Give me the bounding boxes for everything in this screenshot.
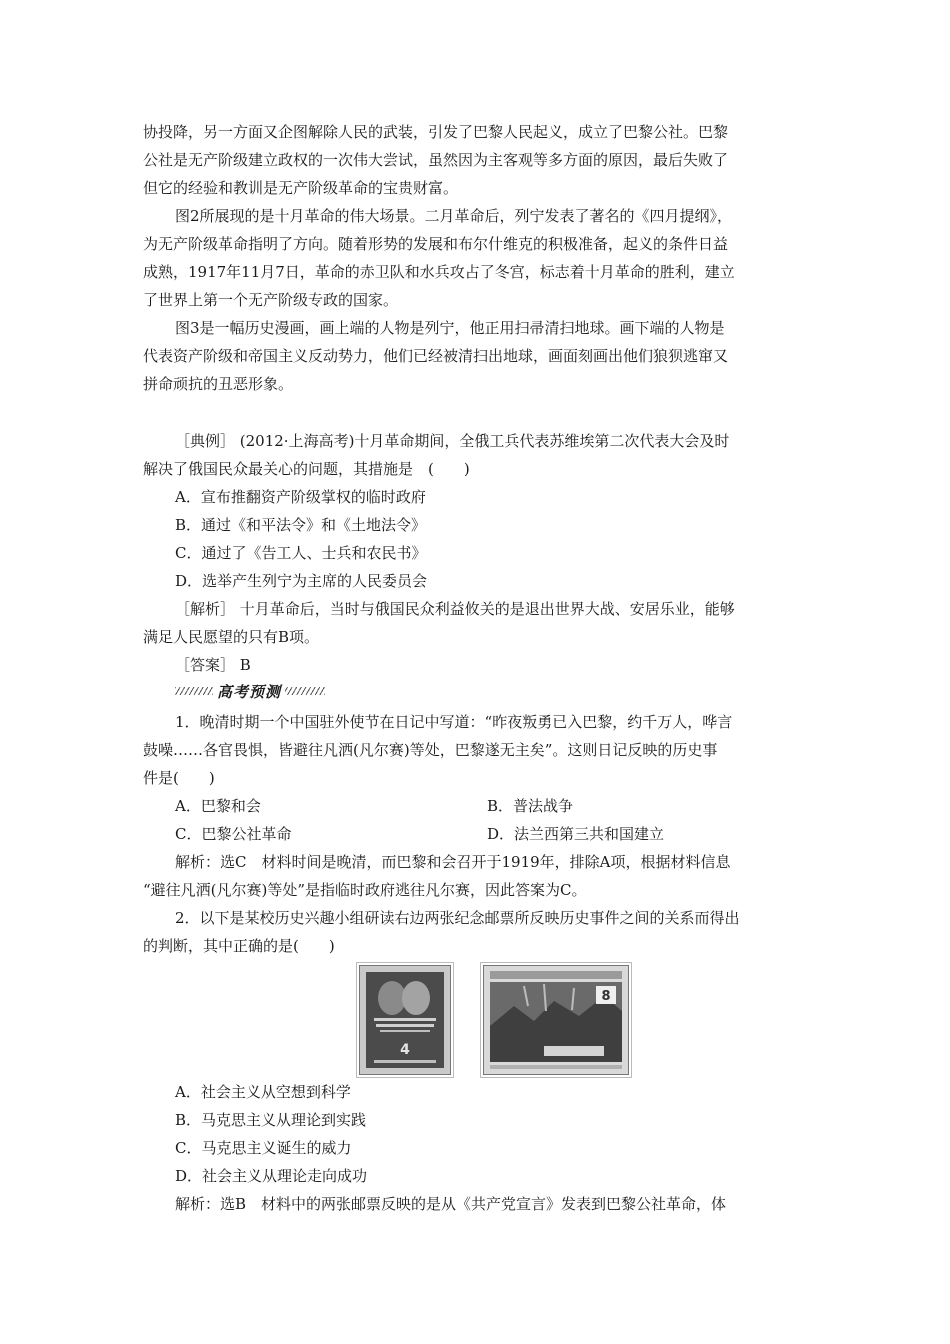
- example-question-line: 解决了俄国民众最关心的问题，其措施是 ( ): [143, 460, 470, 478]
- example-analysis-line: ［解析］ 十月革命后，当时与俄国民众利益攸关的是退出世界大战、安居乐业，能够: [175, 600, 735, 618]
- hatch-decoration: [175, 687, 213, 695]
- section-heading: [175, 681, 325, 701]
- paragraph-line: 代表资产阶级和帝国主义反动势力，他们已经被清扫出地球，画面刻画出他们狼狈逃窜又: [143, 347, 729, 365]
- paragraph-line: 为无产阶级革命指明了方向。随着形势的发展和布尔什维克的积极准备，起义的条件日益: [143, 235, 729, 253]
- paragraph-line: 了世界上第一个无产阶级专政的国家。: [143, 291, 399, 309]
- example-option-d: D．选举产生列宁为主席的人民委员会: [175, 572, 428, 590]
- paragraph-line: 成熟，1917年11月7日，革命的赤卫队和水兵攻占了冬宫，标志着十月革命的胜利，建立: [143, 263, 735, 281]
- q1-analysis-line: 解析：选C 材料时间是晚清，而巴黎和会召开于1919年，排除A项，根据材料信息: [175, 853, 731, 871]
- stamp-image-paris-commune: [483, 965, 629, 1075]
- question-line: 鼓噪……各官畏惧，皆避往凡洒(凡尔赛)等处，巴黎遂无主矣”。这则日记反映的历史事: [143, 741, 718, 759]
- q1-option-b: B．普法战争: [487, 797, 574, 815]
- paragraph-line: 但它的经验和教训是无产阶级革命的宝贵财富。: [143, 179, 459, 197]
- q2-option-b: B．马克思主义从理论到实践: [175, 1111, 367, 1129]
- paragraph-line: 公社是无产阶级建立政权的一次伟大尝试，虽然因为主客观等多方面的原因，最后失败了: [143, 151, 729, 169]
- q1-option-a: A．巴黎和会: [175, 797, 261, 815]
- paragraph-line: 图2所展现的是十月革命的伟大场景。二月革命后，列宁发表了著名的《四月提纲》，: [175, 207, 733, 225]
- paragraph-line: 协投降，另一方面又企图解除人民的武装，引发了巴黎人民起义，成立了巴黎公社。巴黎: [143, 123, 729, 141]
- stamp-image-communist-manifesto: [359, 965, 451, 1075]
- section-title: 高考预测: [217, 682, 282, 701]
- svg-text:4: 4: [400, 1042, 410, 1058]
- hatch-decoration: [285, 687, 325, 695]
- example-option-b: B．通过《和平法令》和《土地法令》: [175, 516, 427, 534]
- q2-option-c: C．马克思主义诞生的威力: [175, 1139, 352, 1157]
- q1-option-d: D．法兰西第三共和国建立: [487, 825, 665, 843]
- q2-option-d: D．社会主义从理论走向成功: [175, 1167, 368, 1185]
- example-analysis-line: 满足人民愿望的只有B项。: [143, 628, 320, 646]
- question-line: 的判断，其中正确的是( ): [143, 937, 335, 955]
- example-option-c: C．通过了《告工人、士兵和农民书》: [175, 544, 427, 562]
- q2-analysis-line: 解析：选B 材料中的两张邮票反映的是从《共产党宣言》发表到巴黎公社革命，体: [175, 1195, 727, 1213]
- question-line: 1．晚清时期一个中国驻外使节在日记中写道：“昨夜叛勇已入巴黎，约千万人，哗言: [175, 713, 733, 731]
- svg-text:8: 8: [601, 989, 611, 1004]
- question-line: 件是( ): [143, 769, 215, 787]
- example-answer: ［答案］ B: [175, 656, 251, 674]
- example-option-a: A．宣布推翻资产阶级掌权的临时政府: [175, 488, 426, 506]
- paragraph-line: 拼命顽抗的丑恶形象。: [143, 375, 294, 393]
- q2-option-a: A．社会主义从空想到科学: [175, 1083, 351, 1101]
- q1-analysis-line: “避往凡洒(凡尔赛)等处”是指临时政府逃往凡尔赛，因此答案为C。: [143, 881, 587, 899]
- example-question-line: ［典例］ (2012·上海高考)十月革命期间，全俄工兵代表苏维埃第二次代表大会及时: [175, 432, 730, 450]
- question-line: 2．以下是某校历史兴趣小组研读右边两张纪念邮票所反映历史事件之间的关系而得出: [175, 909, 740, 927]
- paragraph-line: 图3是一幅历史漫画，画上端的人物是列宁，他正用扫帚清扫地球。画下端的人物是: [175, 319, 725, 337]
- q1-option-c: C．巴黎公社革命: [175, 825, 292, 843]
